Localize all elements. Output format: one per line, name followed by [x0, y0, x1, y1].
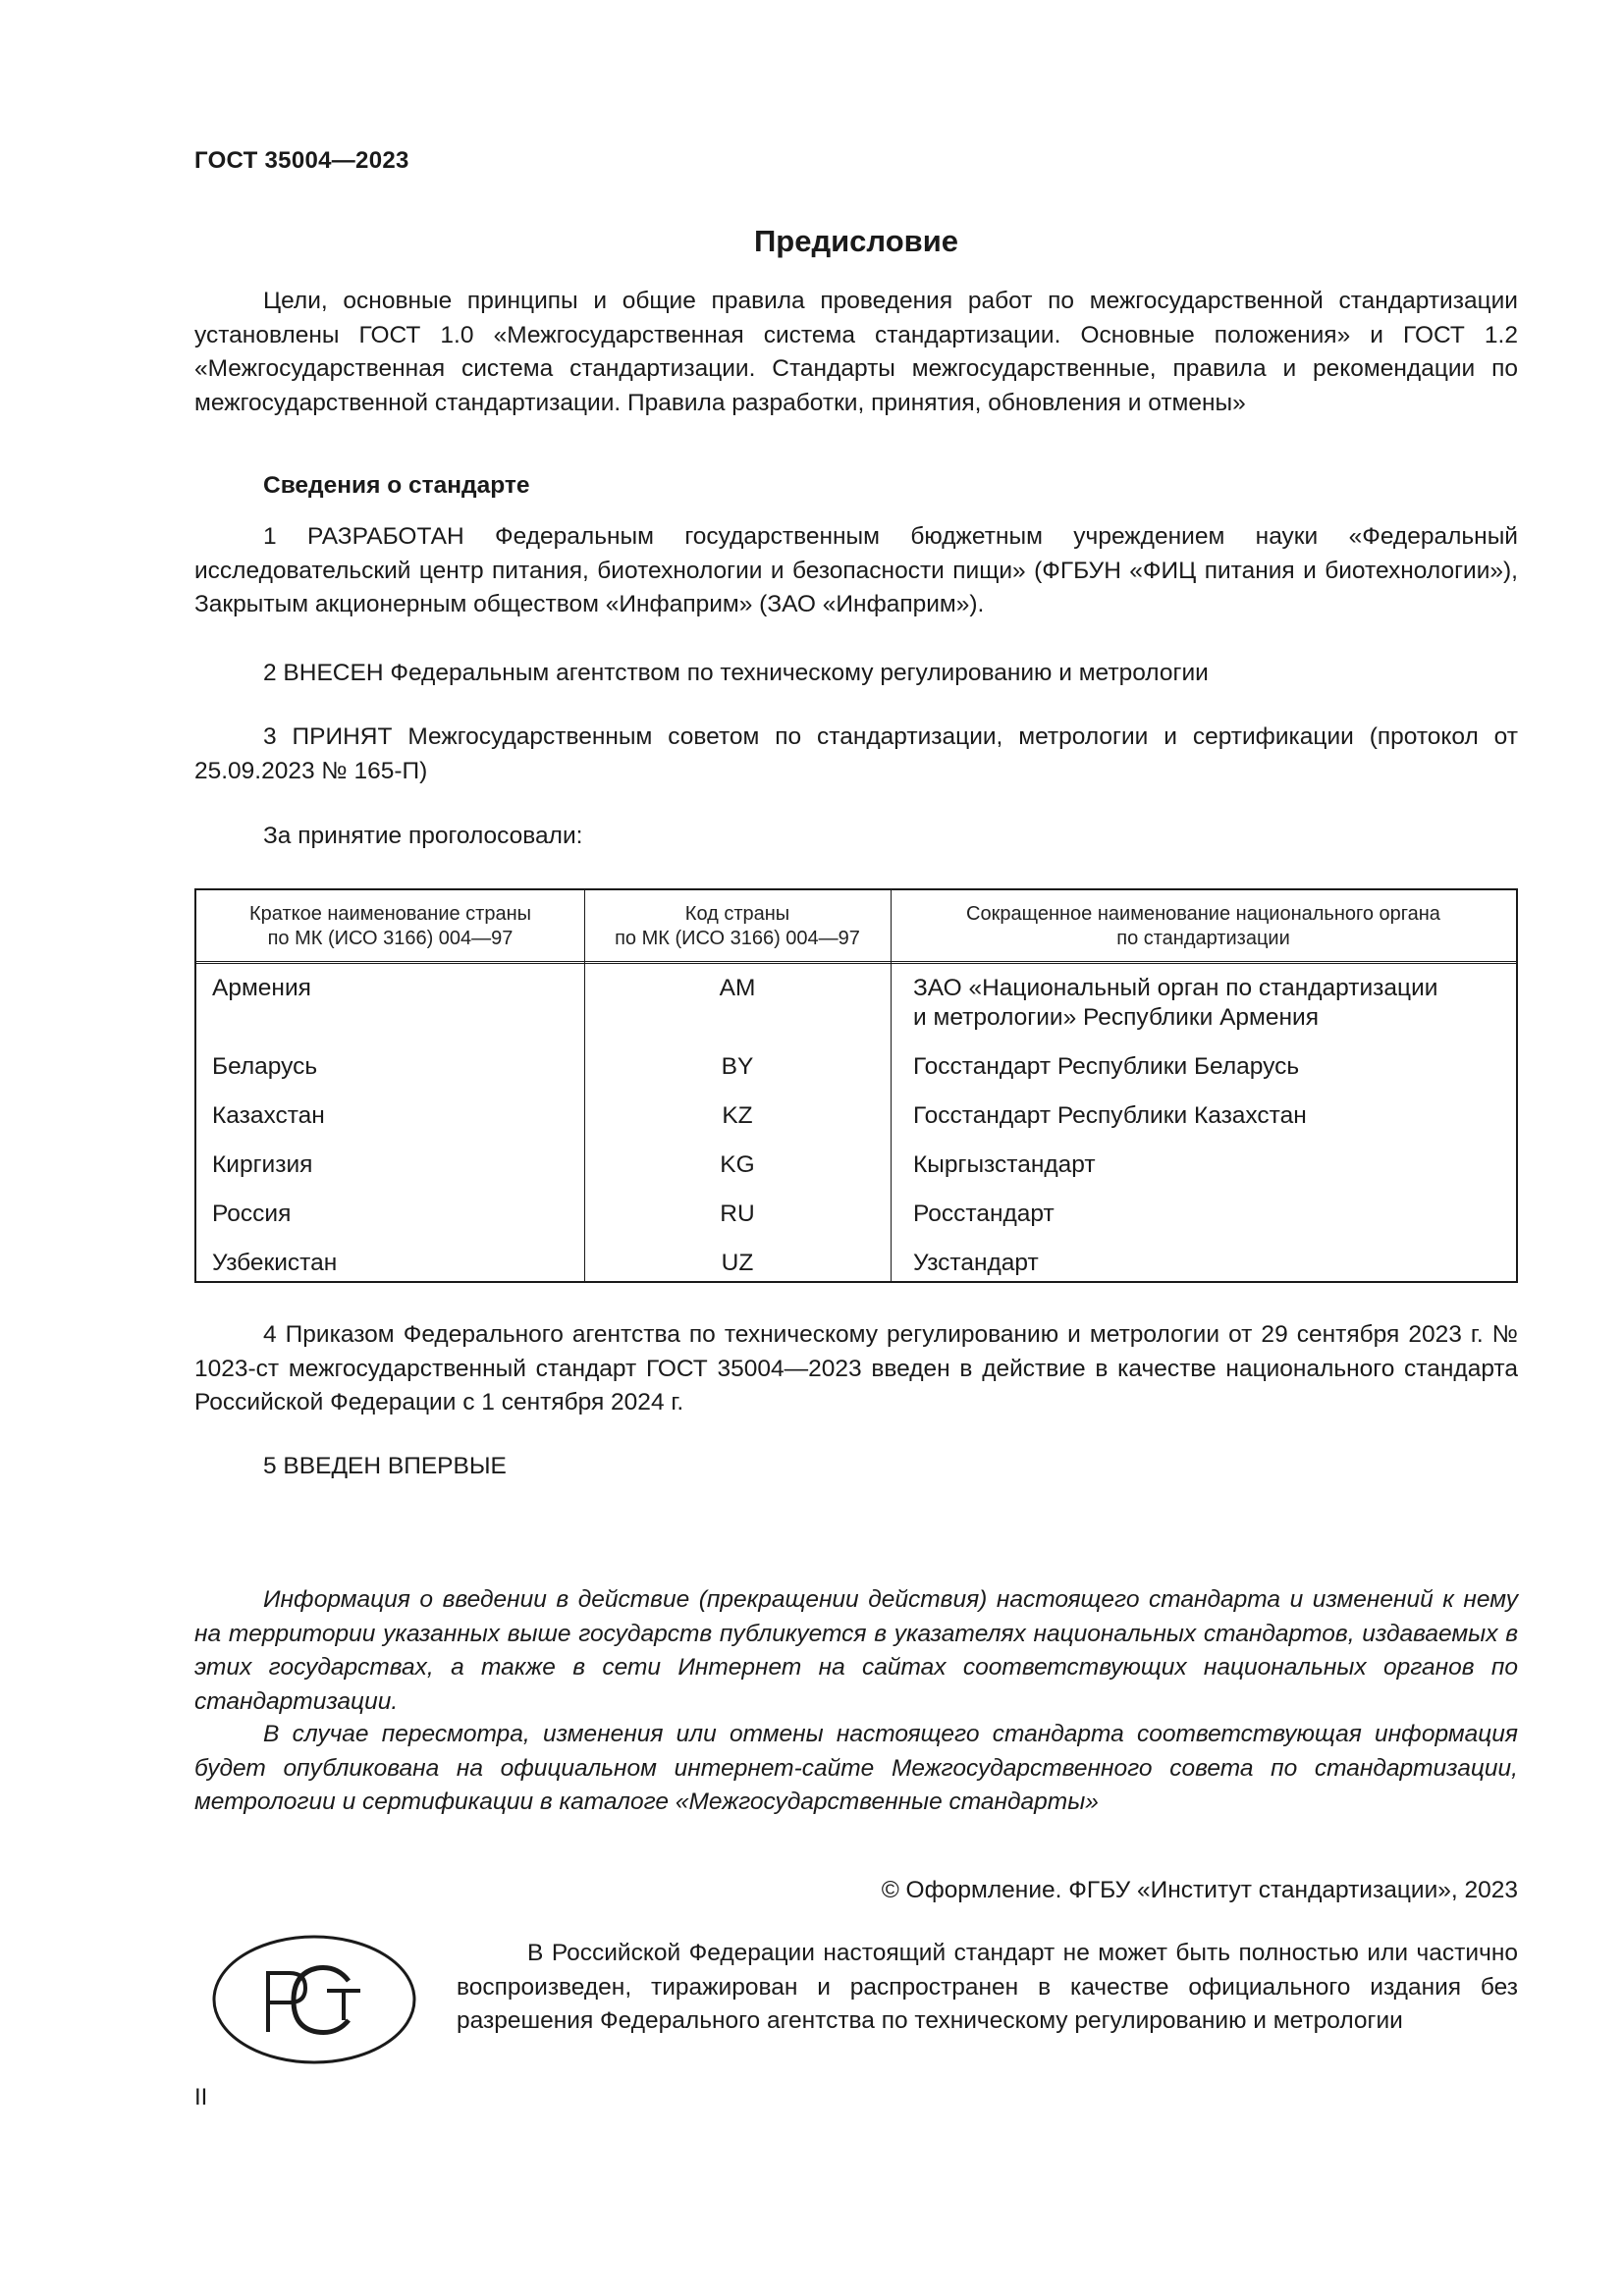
notice-paragraph-2: В случае пересмотра, изменения или отмены настоящего стандарта соответствующая информация будет опубликована на официальном интернет-сайте Межгосударственного совета по стандартизации, метрологии и сертификации в каталоге «Межгосударственные стандарты» — [194, 1721, 1518, 1815]
page-number: II — [194, 2084, 208, 2110]
voted-label: За принятие проголосовали: — [263, 823, 583, 849]
intro-paragraph: Цели, основные принципы и общие правила проведения работ по межгосударственной стандартизации установлены ГОСТ 1.0 «Межгосударственная система стандартизации. Основные положения» и ГОСТ 1.2 «Межгосударственная система стандартизации. Стандарты межгосударственные, правила и рекомендации по межгосударственной стандартизации. Правила разработки, принятия, обновления и отмены» — [194, 288, 1518, 416]
document-code: ГОСТ 35004—2023 — [194, 147, 409, 174]
copyright-line: © Оформление. ФГБУ «Институт стандартизации», 2023 — [881, 1877, 1518, 1903]
item-5-first-introduced: 5 ВВЕДЕН ВПЕРВЫЕ — [263, 1453, 507, 1479]
item-4-order: 4 Приказом Федерального агентства по техническому регулированию и метрологии от 29 сентября 2023 г. № 1023-ст межгосударственный стандарт ГОСТ 35004—2023 введен в действие в качестве национального стандарта Российской Федерации с 1 сентября 2024 г. — [194, 1321, 1518, 1415]
item-1-developed: 1 РАЗРАБОТАН Федеральным государственным бюджетным учреждением науки «Федеральный исследовательский центр питания, биотехнологии и безопасности пищи» (ФГБУН «ФИЦ питания и биотехнологии»), Закрытым акционерным обществом «Инфаприм» (ЗАО «Инфаприм»). — [194, 523, 1518, 617]
rst-certification-mark-icon — [211, 1934, 417, 2066]
notice-paragraph-1: Информация о введении в действие (прекращении действия) настоящего стандарта и изменений к нему на территории указанных выше государств публикуется в указателях национальных стандартов, издаваемых в этих государствах, а также в сети Интернет на сайтах соответствующих национальных органов по стандартизации. — [194, 1586, 1518, 1715]
item-3-adopted: 3 ПРИНЯТ Межгосударственным советом по стандартизации, метрологии и сертификации (протокол от 25.09.2023 № 165-П) — [194, 723, 1518, 784]
table-header-code: Код страны по МК (ИСО 3166) 004—97 — [615, 903, 860, 949]
table-header-country: Краткое наименование страны по МК (ИСО 3166) 004—97 — [248, 903, 532, 949]
item-2-introduced: 2 ВНЕСЕН Федеральным агентством по техническому регулированию и метрологии — [263, 660, 1209, 686]
section-heading: Сведения о стандарте — [263, 472, 530, 499]
table-header-body: Сокращенное наименование национального органа по стандартизации — [966, 903, 1440, 949]
page-title: Предисловие — [753, 224, 958, 258]
voting-table: Краткое наименование страны по МК (ИСО 3166) 004—97 Код страны по МК (ИСО 3166) 004—97 Сокращенное наименование национального органа по стандартизации Армения AM ЗАО «Национальный орган по стандартизации и метрологии» Республики Армения Беларусь BY Госстандарт Республики Беларусь Казахстан KZ Госстандарт Республики Казахстан Киргизия KG Кыргызстандарт Россия RU Росстандарт Узбекистан UZ Узстандарт — [194, 888, 1518, 1283]
rf-reproduction-notice: В Российской Федерации настоящий стандарт не может быть полностью или частично воспроизведен, тиражирован и распространен в качестве официального издания без разрешения Федерального агентства по техническому регулированию и метрологии — [457, 1940, 1518, 2034]
